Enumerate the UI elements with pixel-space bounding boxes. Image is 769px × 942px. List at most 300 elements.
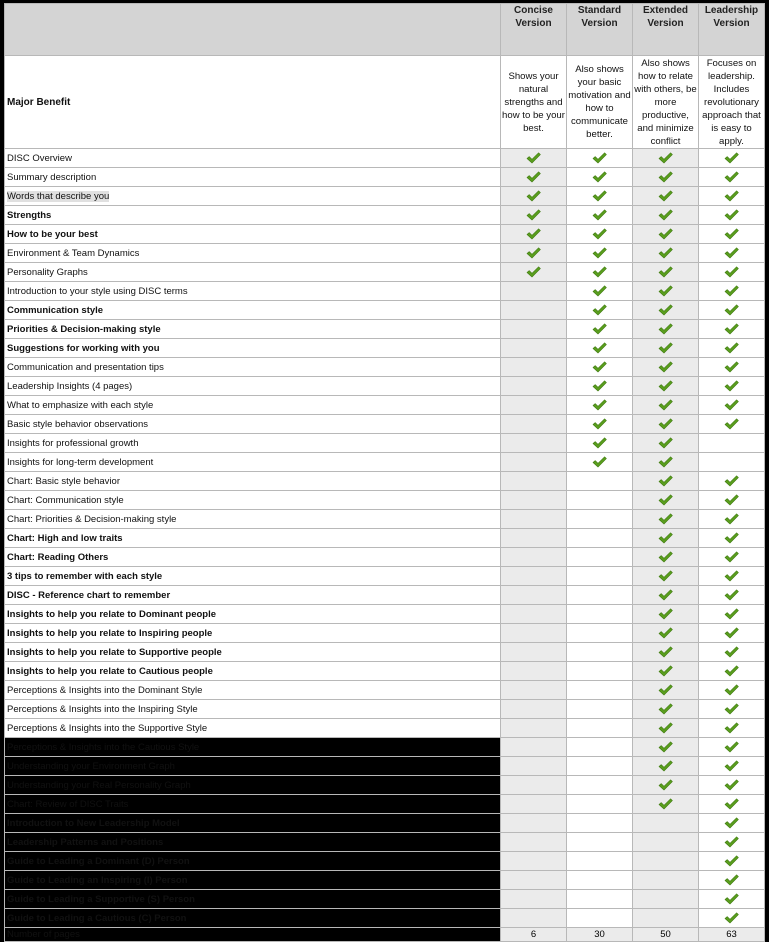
checkmark-icon (526, 209, 541, 221)
cell-concise (501, 510, 567, 529)
cell-extended (633, 776, 699, 795)
checkmark-icon (724, 513, 739, 525)
table-row (5, 890, 765, 909)
checkmark-icon (658, 209, 673, 221)
feature-label: Insights to help you relate to Cautious people (5, 662, 501, 681)
checkmark-icon (724, 646, 739, 658)
cell-standard (567, 168, 633, 187)
feature-label: DISC - Reference chart to remember (5, 586, 501, 605)
table-row (5, 643, 765, 662)
checkmark-icon (658, 608, 673, 620)
cell-leadership (699, 852, 765, 871)
cell-standard (567, 624, 633, 643)
cell-leadership (699, 168, 765, 187)
table-row (5, 852, 765, 871)
table-row (5, 510, 765, 529)
cell-standard (567, 890, 633, 909)
cell-standard (567, 643, 633, 662)
table-row (5, 681, 765, 700)
cell-extended (633, 453, 699, 472)
cell-concise (501, 871, 567, 890)
checkmark-icon (724, 399, 739, 411)
cell-standard (567, 662, 633, 681)
cell-standard (567, 301, 633, 320)
table-row (5, 453, 765, 472)
cell-extended (633, 244, 699, 263)
cell-leadership (699, 187, 765, 206)
table-row (5, 662, 765, 681)
checkmark-icon (724, 228, 739, 240)
cell-leadership (699, 263, 765, 282)
cell-extended (633, 757, 699, 776)
cell-leadership (699, 491, 765, 510)
table-row (5, 814, 765, 833)
checkmark-icon (658, 266, 673, 278)
checkmark-icon (592, 171, 607, 183)
cell-standard (567, 738, 633, 757)
cell-leadership (699, 662, 765, 681)
checkmark-icon (724, 551, 739, 563)
checkmark-icon (658, 190, 673, 202)
column-header-leadership: Leadership Version (699, 4, 765, 56)
cell-extended (633, 434, 699, 453)
cell-leadership (699, 472, 765, 491)
cell-standard (567, 472, 633, 491)
feature-label: Guide to Leading a Cautious (C) Person (5, 909, 501, 928)
feature-label: Guide to Leading an Inspiring (I) Person (5, 871, 501, 890)
checkmark-icon (658, 589, 673, 601)
cell-concise (501, 605, 567, 624)
cell-standard (567, 263, 633, 282)
feature-label: Words that describe you (5, 187, 501, 206)
checkmark-icon (526, 247, 541, 259)
feature-label: Chart: Priorities & Decision-making style (5, 510, 501, 529)
checkmark-icon (526, 152, 541, 164)
table-row (5, 339, 765, 358)
checkmark-icon (526, 228, 541, 240)
cell-extended (633, 491, 699, 510)
cell-concise (501, 757, 567, 776)
cell-standard (567, 757, 633, 776)
feature-label: Perceptions & Insights into the Inspiring Style (5, 700, 501, 719)
cell-standard (567, 358, 633, 377)
cell-leadership (699, 301, 765, 320)
table-row (5, 700, 765, 719)
cell-extended (633, 396, 699, 415)
cell-leadership (699, 738, 765, 757)
table-row (5, 871, 765, 890)
checkmark-icon (724, 494, 739, 506)
checkmark-icon (724, 627, 739, 639)
checkmark-icon (724, 798, 739, 810)
cell-leadership (699, 377, 765, 396)
checkmark-icon (592, 209, 607, 221)
cell-leadership (699, 434, 765, 453)
cell-standard (567, 719, 633, 738)
cell-leadership (699, 244, 765, 263)
extended-description: Also shows how to relate with others, be more productive, and minimize conflict (634, 57, 697, 147)
cell-leadership (699, 757, 765, 776)
cell-extended (633, 871, 699, 890)
cell-extended (633, 662, 699, 681)
cell-standard (567, 187, 633, 206)
cell-concise (501, 358, 567, 377)
cell-standard (567, 852, 633, 871)
checkmark-icon (724, 285, 739, 297)
checkmark-icon (724, 361, 739, 373)
cell-leadership (699, 776, 765, 795)
cell-concise (501, 909, 567, 928)
cell-standard (567, 795, 633, 814)
table-row (5, 377, 765, 396)
cell-concise (501, 833, 567, 852)
checkmark-icon (658, 418, 673, 430)
major-benefit-label: Major Benefit (5, 56, 501, 149)
table-row (5, 187, 765, 206)
cell-extended (633, 529, 699, 548)
checkmark-icon (724, 209, 739, 221)
cell-leadership (699, 510, 765, 529)
feature-label: Introduction to New Leadership Model (5, 814, 501, 833)
cell-extended (633, 168, 699, 187)
checkmark-icon (724, 855, 739, 867)
cell-standard (567, 833, 633, 852)
checkmark-icon (658, 532, 673, 544)
feature-label: Guide to Leading a Dominant (D) Person (5, 852, 501, 871)
cell-extended (633, 567, 699, 586)
cell-concise (501, 263, 567, 282)
cell-concise (501, 225, 567, 244)
cell-leadership (699, 586, 765, 605)
cell-concise (501, 662, 567, 681)
checkmark-icon (592, 342, 607, 354)
table-row (5, 320, 765, 339)
checkmark-icon (724, 532, 739, 544)
checkmark-icon (658, 361, 673, 373)
cell-standard (567, 206, 633, 225)
cell-standard (567, 491, 633, 510)
table-row (5, 415, 765, 434)
table-row (5, 909, 765, 928)
feature-label: Perceptions & Insights into the Dominant Style (5, 681, 501, 700)
checkmark-icon (724, 684, 739, 696)
table-row (5, 396, 765, 415)
checkmark-icon (592, 380, 607, 392)
checkmark-icon (526, 266, 541, 278)
cell-concise (501, 149, 567, 168)
cell-standard (567, 320, 633, 339)
table-row (5, 491, 765, 510)
cell-concise (501, 738, 567, 757)
cell-concise (501, 244, 567, 263)
cell-leadership (699, 358, 765, 377)
feature-label: What to emphasize with each style (5, 396, 501, 415)
disc-version-comparison-table (4, 3, 765, 942)
checkmark-icon (592, 399, 607, 411)
checkmark-icon (658, 760, 673, 772)
cell-standard (567, 510, 633, 529)
cell-standard (567, 434, 633, 453)
cell-standard (567, 282, 633, 301)
cell-leadership (699, 415, 765, 434)
benefit-row (5, 56, 765, 149)
checkmark-icon (658, 703, 673, 715)
feature-label: How to be your best (5, 225, 501, 244)
checkmark-icon (592, 266, 607, 278)
table-row (5, 244, 765, 263)
checkmark-icon (526, 171, 541, 183)
cell-standard (567, 681, 633, 700)
cell-leadership (699, 890, 765, 909)
cell-concise (501, 282, 567, 301)
checkmark-icon (592, 285, 607, 297)
header-blank-cell (5, 4, 501, 56)
cell-leadership (699, 225, 765, 244)
feature-label: Basic style behavior observations (5, 415, 501, 434)
checkmark-icon (658, 722, 673, 734)
cell-concise (501, 890, 567, 909)
cell-extended (633, 415, 699, 434)
cell-extended (633, 681, 699, 700)
checkmark-icon (592, 437, 607, 449)
cell-leadership (699, 453, 765, 472)
cell-extended (633, 548, 699, 567)
cell-extended (633, 301, 699, 320)
pages-count-leadership: 63 (699, 928, 765, 942)
cell-extended (633, 852, 699, 871)
table-row (5, 719, 765, 738)
cell-extended (633, 890, 699, 909)
cell-extended (633, 833, 699, 852)
feature-label: Personality Graphs (5, 263, 501, 282)
pages-label: Number of pages (5, 928, 501, 942)
table-row (5, 738, 765, 757)
checkmark-icon (658, 456, 673, 468)
checkmark-icon (724, 741, 739, 753)
table-row (5, 757, 765, 776)
cell-extended (633, 738, 699, 757)
cell-extended (633, 814, 699, 833)
cell-standard (567, 415, 633, 434)
cell-extended (633, 358, 699, 377)
table-row (5, 225, 765, 244)
standard-description: Also shows your basic motivation and how to communicate better. (567, 56, 633, 149)
table-row (5, 472, 765, 491)
pages-count-standard: 30 (567, 928, 633, 942)
cell-leadership (699, 700, 765, 719)
feature-label: Summary description (5, 168, 501, 187)
checkmark-icon (658, 342, 673, 354)
checkmark-icon (724, 760, 739, 772)
checkmark-icon (658, 551, 673, 563)
checkmark-icon (724, 703, 739, 715)
cell-standard (567, 605, 633, 624)
cell-extended (633, 339, 699, 358)
table-row (5, 206, 765, 225)
feature-label: Chart: Basic style behavior (5, 472, 501, 491)
checkmark-icon (724, 171, 739, 183)
checkmark-icon (658, 323, 673, 335)
checkmark-icon (724, 323, 739, 335)
cell-leadership (699, 795, 765, 814)
feature-label: Chart: High and low traits (5, 529, 501, 548)
cell-leadership (699, 149, 765, 168)
checkmark-icon (526, 190, 541, 202)
cell-concise (501, 168, 567, 187)
checkmark-icon (724, 817, 739, 829)
cell-concise (501, 548, 567, 567)
table-row (5, 567, 765, 586)
checkmark-icon (658, 380, 673, 392)
checkmark-icon (592, 152, 607, 164)
feature-label: Communication style (5, 301, 501, 320)
table-row (5, 529, 765, 548)
checkmark-icon (658, 475, 673, 487)
cell-standard (567, 871, 633, 890)
feature-label: Understanding your Environment Graph (5, 757, 501, 776)
checkmark-icon (658, 684, 673, 696)
checkmark-icon (724, 304, 739, 316)
checkmark-icon (724, 665, 739, 677)
checkmark-icon (658, 437, 673, 449)
cell-standard (567, 776, 633, 795)
feature-label: Insights to help you relate to Inspiring people (5, 624, 501, 643)
checkmark-icon (658, 779, 673, 791)
table-row (5, 358, 765, 377)
cell-concise (501, 301, 567, 320)
cell-concise (501, 814, 567, 833)
column-header-extended: Extended Version (633, 4, 699, 56)
cell-leadership (699, 529, 765, 548)
column-header-row (5, 4, 765, 56)
cell-concise (501, 795, 567, 814)
feature-label: Chart: Reading Others (5, 548, 501, 567)
checkmark-icon (658, 228, 673, 240)
table-row (5, 795, 765, 814)
table-row (5, 624, 765, 643)
cell-concise (501, 320, 567, 339)
cell-concise (501, 852, 567, 871)
checkmark-icon (658, 494, 673, 506)
cell-leadership (699, 605, 765, 624)
cell-leadership (699, 833, 765, 852)
checkmark-icon (658, 152, 673, 164)
cell-standard (567, 700, 633, 719)
checkmark-icon (658, 646, 673, 658)
checkmark-icon (724, 893, 739, 905)
cell-concise (501, 567, 567, 586)
checkmark-icon (724, 779, 739, 791)
cell-extended (633, 320, 699, 339)
cell-concise (501, 472, 567, 491)
cell-standard (567, 225, 633, 244)
feature-label: Leadership Insights (4 pages) (5, 377, 501, 396)
checkmark-icon (658, 798, 673, 810)
checkmark-icon (724, 874, 739, 886)
checkmark-icon (658, 304, 673, 316)
table-row (5, 282, 765, 301)
checkmark-icon (658, 399, 673, 411)
cell-extended (633, 795, 699, 814)
cell-standard (567, 548, 633, 567)
checkmark-icon (724, 342, 739, 354)
checkmark-icon (724, 722, 739, 734)
cell-concise (501, 719, 567, 738)
cell-extended (633, 510, 699, 529)
checkmark-icon (724, 152, 739, 164)
feature-label: Perceptions & Insights into the Supportive Style (5, 719, 501, 738)
feature-label: Perceptions & Insights into the Cautious Style (5, 738, 501, 757)
cell-extended (633, 624, 699, 643)
cell-standard (567, 529, 633, 548)
cell-extended (633, 909, 699, 928)
cell-leadership (699, 719, 765, 738)
concise-description: Shows your natural strengths and how to be your best. (501, 56, 567, 149)
cell-extended (633, 586, 699, 605)
cell-extended (633, 643, 699, 662)
feature-label: Introduction to your style using DISC terms (5, 282, 501, 301)
feature-label: Communication and presentation tips (5, 358, 501, 377)
cell-leadership (699, 548, 765, 567)
cell-standard (567, 586, 633, 605)
table-row (5, 263, 765, 282)
feature-label: Insights for long-term development (5, 453, 501, 472)
checkmark-icon (724, 418, 739, 430)
cell-concise (501, 624, 567, 643)
feature-label: Guide to Leading a Supportive (S) Person (5, 890, 501, 909)
cell-extended (633, 187, 699, 206)
checkmark-icon (592, 304, 607, 316)
table-row (5, 833, 765, 852)
cell-concise (501, 700, 567, 719)
feature-label: Insights to help you relate to Supportive people (5, 643, 501, 662)
checkmark-icon (592, 418, 607, 430)
pages-count-extended: 50 (633, 928, 699, 942)
cell-extended (633, 282, 699, 301)
checkmark-icon (658, 741, 673, 753)
column-header-standard: Standard Version (567, 4, 633, 56)
cell-standard (567, 453, 633, 472)
cell-concise (501, 643, 567, 662)
checkmark-icon (658, 285, 673, 297)
cell-concise (501, 415, 567, 434)
checkmark-icon (724, 266, 739, 278)
leadership-description: Focuses on leadership. Includes revolutionary approach that is easy to apply. (699, 56, 765, 149)
table-row (5, 301, 765, 320)
cell-standard (567, 377, 633, 396)
checkmark-icon (592, 323, 607, 335)
feature-label: Leadership Patterns and Positions (5, 833, 501, 852)
checkmark-icon (724, 380, 739, 392)
cell-standard (567, 814, 633, 833)
cell-leadership (699, 396, 765, 415)
cell-extended (633, 206, 699, 225)
cell-concise (501, 586, 567, 605)
cell-standard (567, 396, 633, 415)
cell-concise (501, 453, 567, 472)
cell-standard (567, 339, 633, 358)
checkmark-icon (724, 912, 739, 924)
feature-label: Strengths (5, 206, 501, 225)
table-row (5, 149, 765, 168)
checkmark-icon (658, 513, 673, 525)
cell-leadership (699, 282, 765, 301)
column-header-concise: Concise Version (501, 4, 567, 56)
cell-extended (633, 377, 699, 396)
table-row (5, 168, 765, 187)
cell-extended (633, 719, 699, 738)
table-row (5, 548, 765, 567)
